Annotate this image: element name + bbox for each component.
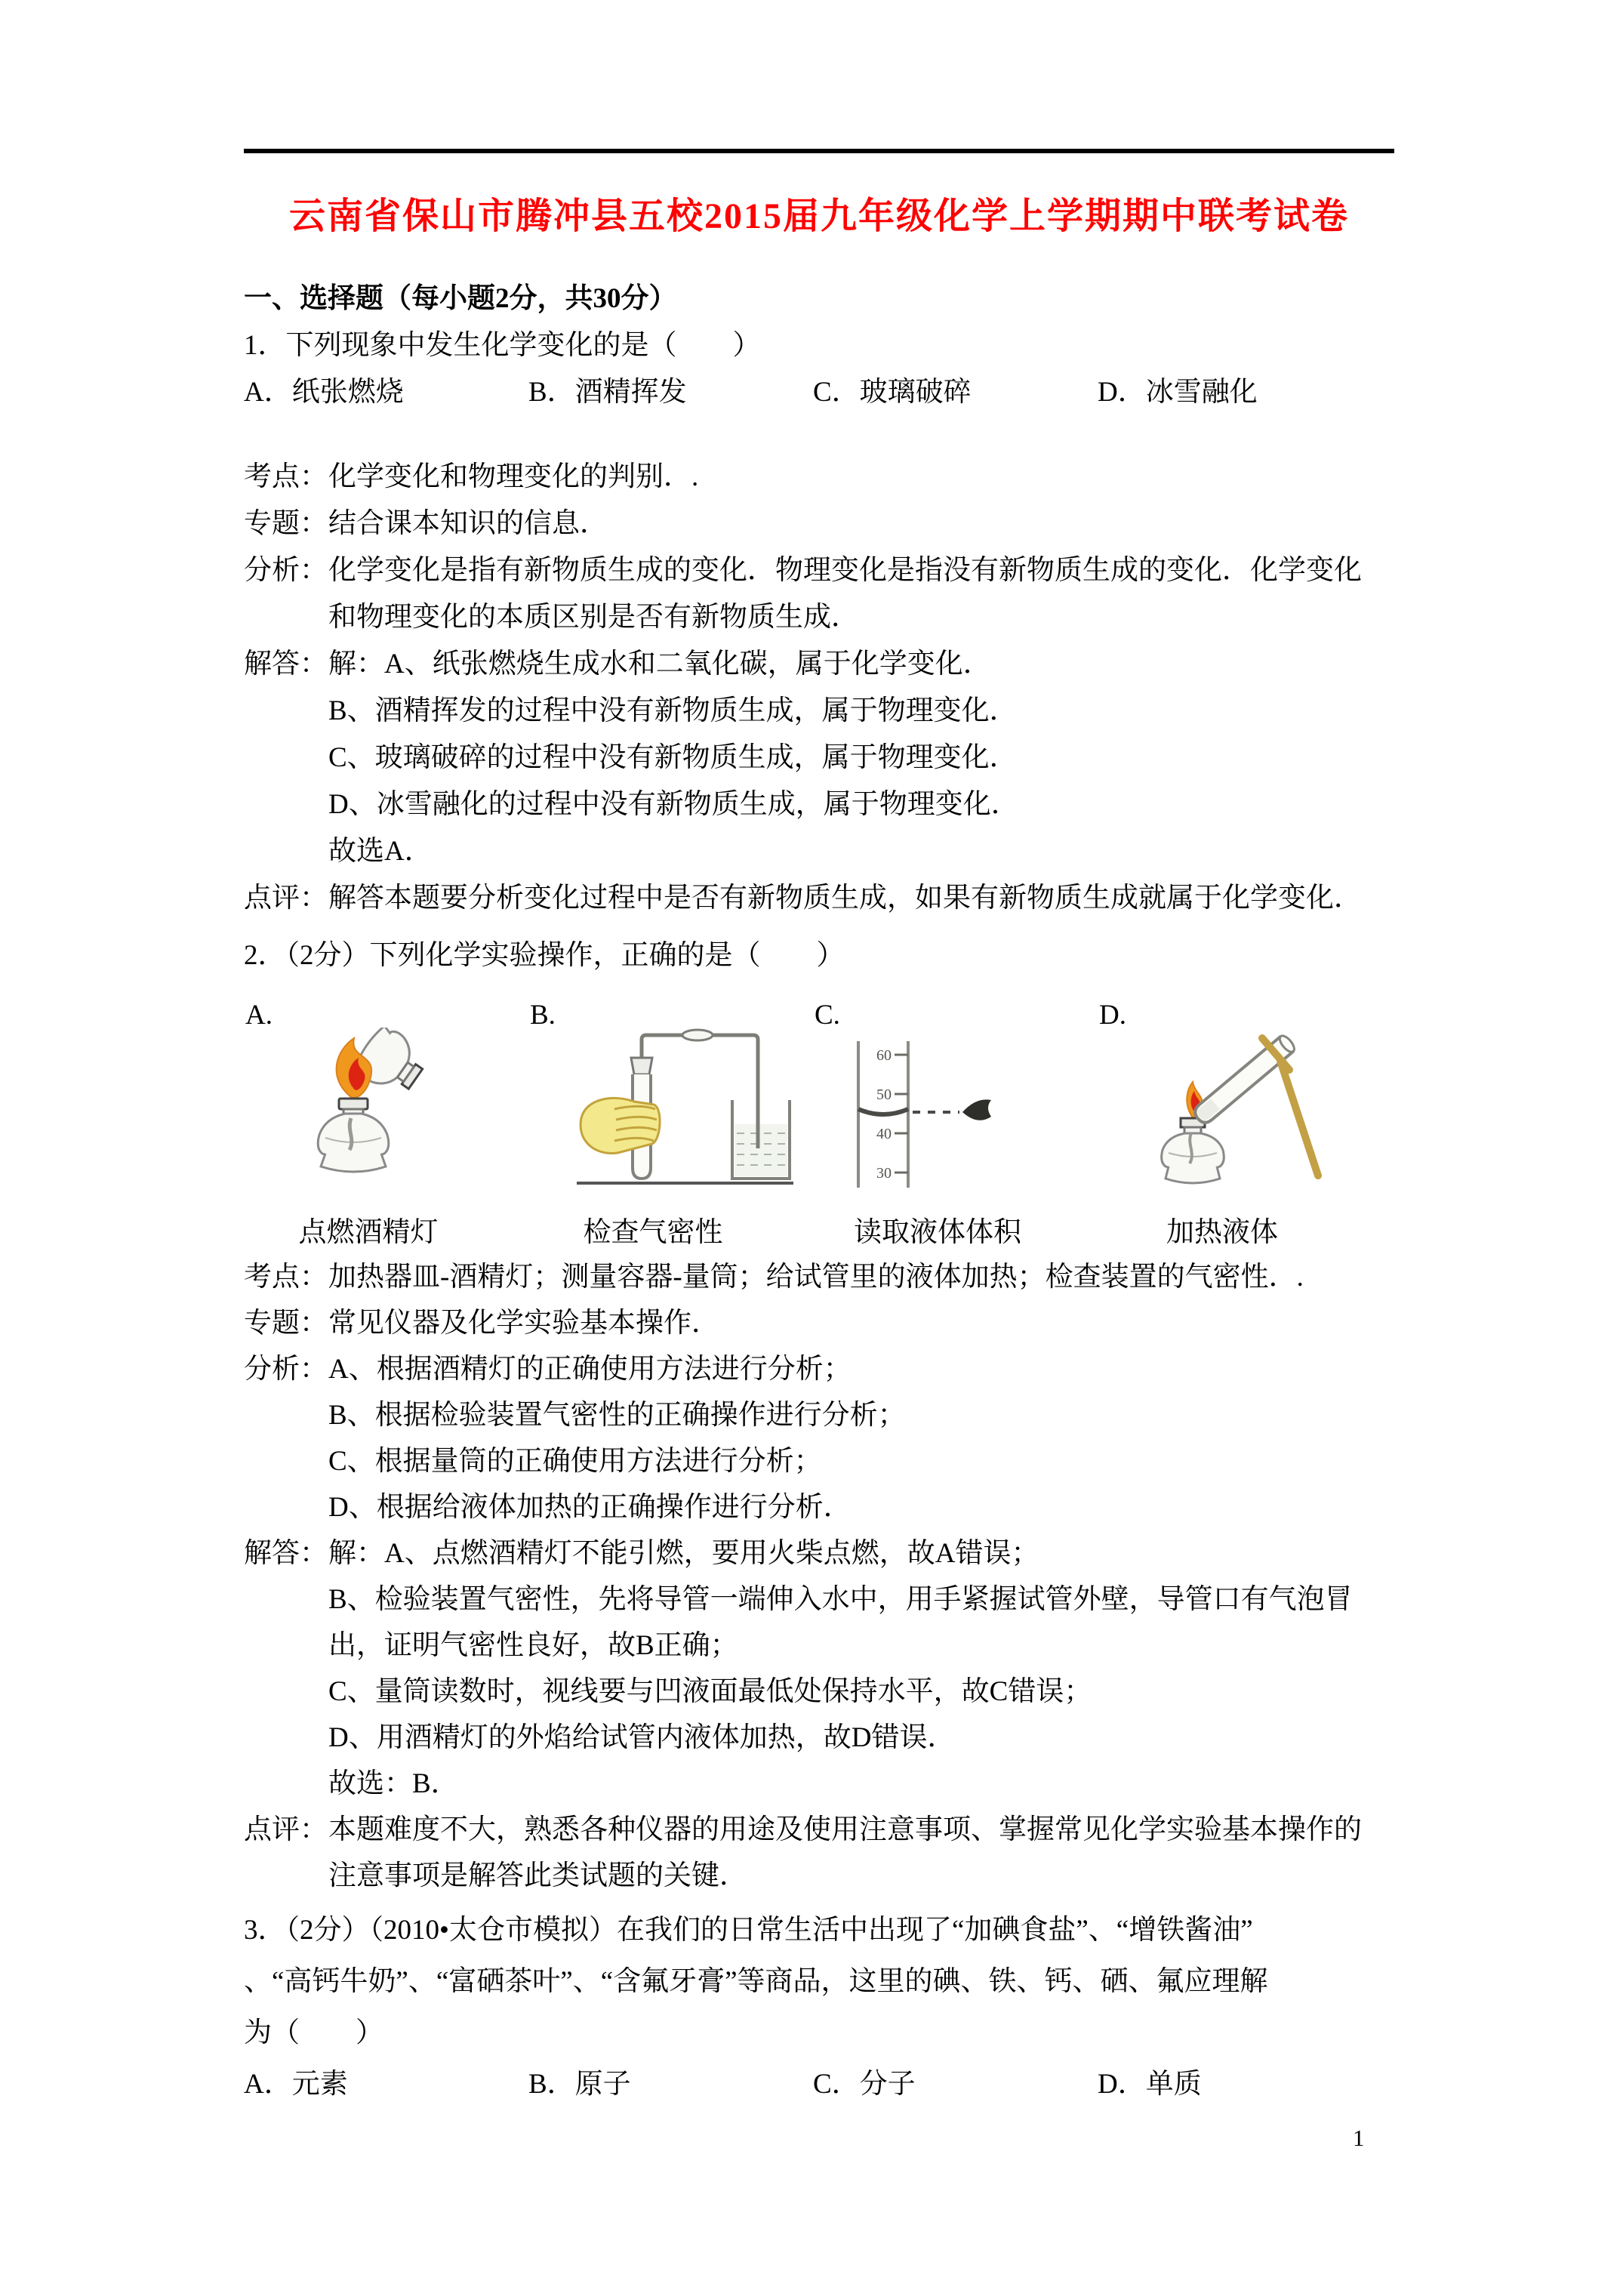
cylinder-tick-30: 30 [876, 1165, 892, 1182]
q2-figure-a-caption: 点燃酒精灯 [298, 1217, 439, 1248]
q1-fenxi-line: 和物理变化的本质区别是否有新物质生成． [328, 602, 859, 633]
q2-kaodian-label: 考点： [244, 1262, 328, 1293]
q2-figure-d-caption: 加热液体 [1166, 1217, 1278, 1248]
document-content [244, 149, 1394, 2110]
q2-jieda-line: B、检验装置气密性，先将导管一端伸入水中，用手紧握试管外壁，导管口有气泡冒 [328, 1584, 1353, 1615]
q1-jieda-line: 故选A． [328, 836, 433, 867]
q2-zhuanti-row [244, 1300, 1394, 1346]
q2-figure-c [813, 997, 1098, 1254]
question-3-stem-line: 为（ ） [244, 2017, 383, 2048]
question-1-stem: 1．下列现象中发生化学变化的是（ ） [244, 330, 761, 361]
q1-option-b: B．酒精挥发 [528, 377, 687, 408]
q1-zhuanti-row [244, 501, 1394, 547]
q2-zhuanti-text: 常见仪器及化学实验基本操作． [328, 1308, 719, 1339]
q1-option-a: A．纸张燃烧 [244, 377, 404, 408]
q2-jieda-line: D、用酒精灯的外焰给试管内液体加热，故D错误． [328, 1722, 956, 1753]
q1-zhuanti-text: 结合课本知识的信息． [328, 508, 608, 539]
q1-kaodian-row [244, 454, 1394, 501]
q2-jieda-row [244, 1530, 1394, 1807]
q3-option-d: D．单质 [1098, 2069, 1202, 2100]
question-3-options [244, 2059, 1394, 2110]
q2-fenxi-line: B、根据检验装置气密性的正确操作进行分析； [328, 1400, 906, 1431]
q1-jieda-line: D、冰雪融化的过程中没有新物质生成，属于物理变化． [328, 789, 1019, 820]
q1-jieda-label: 解答： [244, 649, 328, 680]
q1-jieda-row [244, 641, 1394, 875]
q2-dianping-line: 本题难度不大，熟悉各种仪器的用途及使用注意事项、掌握常见化学实验基本操作的 [328, 1814, 1362, 1845]
q1-kaodian-text: 化学变化和物理变化的判别．. [328, 461, 699, 492]
exam-title: 云南省保山市腾冲县五校2015届九年级化学上学期期中联考试卷 [288, 196, 1349, 236]
cylinder-tick-50: 50 [876, 1086, 892, 1103]
q2-dianping-row [244, 1807, 1394, 1899]
q2-jieda-line: 故选：B． [328, 1768, 459, 1799]
alcohol-lamp-lighting-figure [279, 1028, 505, 1201]
q1-dianping-label: 点评： [244, 883, 328, 914]
question-3-stem-line: 、“高钙牛奶”、“富硒茶叶”、“含氟牙膏”等商品，这里的碘、铁、钙、硒、氟应理解 [244, 1966, 1268, 1997]
q1-jieda-line: C、玻璃破碎的过程中没有新物质生成，属于物理变化． [328, 742, 1018, 773]
q2-figure-c-letter: C. [815, 1000, 840, 1031]
q2-kaodian-row [244, 1254, 1394, 1300]
beaker-icon [732, 1100, 790, 1179]
question-2-analysis [244, 1254, 1394, 1899]
q2-zhuanti-label: 专题： [244, 1308, 328, 1339]
q1-option-d: D．冰雪融化 [1098, 377, 1258, 408]
meniscus-curve [858, 1109, 908, 1114]
q1-fenxi-row [244, 547, 1394, 641]
q1-dianping-row [244, 875, 1394, 922]
q1-option-c: C．玻璃破碎 [813, 377, 972, 408]
q2-jieda-line: 解：A、点燃酒精灯不能引燃，要用火柴点燃，故A错误； [328, 1538, 1039, 1569]
q2-jieda-line: 出，证明气密性良好，故B正确； [328, 1630, 738, 1661]
upright-alcohol-lamp-icon [318, 1099, 389, 1172]
spacer [244, 416, 1394, 454]
eye-icon [962, 1099, 991, 1120]
heating-liquid-figure [1132, 1028, 1344, 1201]
cylinder-tick-60: 60 [876, 1047, 892, 1064]
question-3-stem-line: 3．（2分）（2010•太仓市模拟）在我们的日常生活中出现了“加碘食盐”、“增铁酱油” [244, 1915, 1253, 1946]
q1-fenxi-label: 分析： [244, 555, 328, 586]
q2-figure-d [1098, 997, 1382, 1254]
q2-kaodian-text: 加热器皿-酒精灯；测量容器-量筒；给试管里的液体加热；检查装置的气密性．. [328, 1262, 1304, 1293]
hand-icon [581, 1098, 660, 1153]
q2-jieda-label: 解答： [244, 1538, 328, 1569]
header-divider-line [244, 149, 1394, 153]
q2-figure-b [528, 997, 813, 1254]
q2-figure-c-caption: 读取液体体积 [854, 1217, 1021, 1248]
page-number: 1 [1353, 2125, 1365, 2151]
q1-zhuanti-label: 专题： [244, 508, 328, 539]
q2-fenxi-line: A、根据酒精灯的正确使用方法进行分析； [328, 1354, 852, 1385]
q2-figure-a-letter: A. [245, 1000, 273, 1031]
stopper-icon [631, 1058, 652, 1074]
q2-fenxi-label: 分析： [244, 1354, 328, 1385]
q2-figure-b-letter: B. [530, 1000, 556, 1031]
question-2-figures [244, 997, 1394, 1254]
q2-figure-b-caption: 检查气密性 [583, 1217, 723, 1248]
test-tube-icon [1192, 1034, 1297, 1126]
q2-figure-d-letter: D. [1099, 1000, 1126, 1031]
q2-figure-a [244, 997, 528, 1254]
q3-option-c: C．分子 [813, 2069, 916, 2100]
q3-option-a: A．元素 [244, 2069, 348, 2100]
q2-fenxi-line: C、根据量筒的正确使用方法进行分析； [328, 1446, 822, 1477]
q1-kaodian-label: 考点： [244, 461, 328, 492]
q2-jieda-line: C、量筒读数时，视线要与凹液面最低处保持水平，故C错误； [328, 1676, 1092, 1707]
q2-dianping-line: 注意事项是解答此类试题的关键． [328, 1860, 747, 1891]
graduated-cylinder-icon [858, 1041, 908, 1188]
q2-fenxi-line: D、根据给液体加热的正确操作进行分析． [328, 1492, 852, 1523]
question-1-options [244, 369, 1394, 416]
q1-dianping-line: 解答本题要分析变化过程中是否有新物质生成，如果有新物质生成就属于化学变化． [328, 883, 1362, 914]
airtightness-check-figure [563, 1028, 805, 1201]
question-1-analysis [244, 454, 1394, 922]
cylinder-tick-40: 40 [876, 1126, 892, 1142]
q1-jieda-line: B、酒精挥发的过程中没有新物质生成，属于物理变化． [328, 695, 1018, 726]
question-2-stem: 2．（2分）下列化学实验操作，正确的是（ ） [244, 940, 845, 971]
q1-jieda-line: 解：A、纸张燃烧生成水和二氧化碳，属于化学变化． [328, 649, 991, 680]
q3-option-b: B．原子 [528, 2069, 631, 2100]
q1-fenxi-line: 化学变化是指有新物质生成的变化．物理变化是指没有新物质生成的变化．化学变化 [328, 555, 1362, 586]
question-3 [244, 1905, 1394, 2110]
q2-dianping-label: 点评： [244, 1814, 328, 1845]
section-heading: 一、选择题（每小题2分，共30分） [244, 283, 677, 314]
q2-fenxi-row [244, 1346, 1394, 1530]
graduated-cylinder-figure [833, 1028, 1006, 1201]
